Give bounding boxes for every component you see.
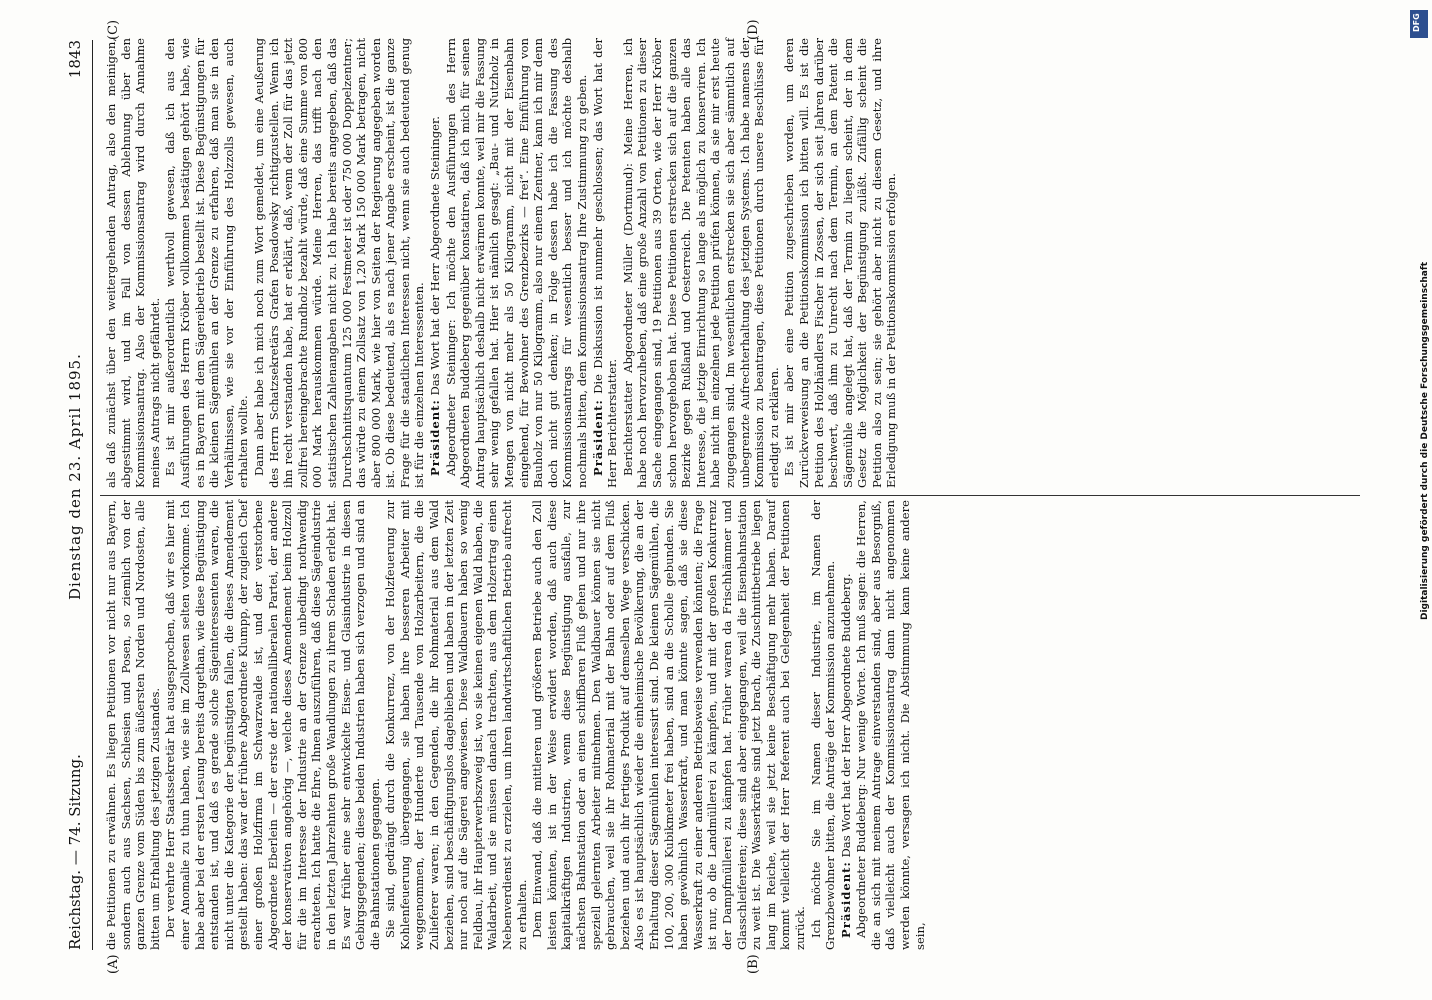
margin-marker-d: (D) [746,19,761,40]
header-session: Reichstag. — 74. Sitzung. [66,754,84,950]
speaker-paragraph [854,500,927,950]
speaker-paragraph [621,38,782,488]
paragraph: Es ist mir außerordentlich werthvoll gewesen, daß ich aus den Ausführungen des Herrn Kröber vollkommen bestätigen gehört habe, wie es in Bayern mit dem Sägereibetrieb bestellt ist. Diese Begünstigungen für die kleinen Sägemühlen an der Grenze zu erfahren, daß man sie in den Verhältnissen, wie sie vor der Einführung des Holzzolls gewesen, auch erhalten wollte. [163,38,251,488]
paragraph: Dem Einwand, daß die mittleren und größeren Betriebe auch den Zoll leisten könnten, ist in der Weise erwidert worden, daß auch diese kapitalkräftigen Industrien, wenn diese Begünstigung ausfalle, zur nächsten Bahnstation oder an einen schiffbaren Fluß gehen und nur ihre speziell gelernten Arbeiter mitnehmen. Den Waldbauer können sie nicht gebrauchen, weil sie ihr Rohmaterial mit der Bahn oder auf dem Fluß beziehen und auch ihr fertiges Produkt auf demselben Wege verschicken. Also es ist hauptsächlich wieder die einheimische Bevölkerung, die an der Erhaltung dieser Sägemühlen interessirt sind. Die kleinen Sägemühlen, die 100, 200, 300 Kubikmeter frei haben, sind an die Scholle gebunden. Sie haben gewöhnlich Wasserkraft, und man könnte sagen, daß sie diese Wasserkraft zu einer anderen Betriebsweise verwenden könnten; die Frage ist nur, ob die Landmüllerei zu kämpfen, und mit der großen Konkurrenz der Dampfmüllerei zu kämpfen hat. Früher waren da Frischhämmer und Glasschleifereien; diese sind aber eingegangen, weil die Eisenbahnstation zu weit ist. Die Wasserkräfte sind jetzt brach, die Zuschnittbetriebe liegen lang im Reiche, weil sie jetzt keine Beschäftigung mehr haben. Darauf kommt vielleicht der Herr Referent auch bei Gelegenheit der Petitionen zurück. [530,500,807,950]
speaker-paragraph [839,500,854,950]
margin-marker-c: (C) [106,19,121,40]
header-date: Dienstag den 23. April 1895. [66,353,84,600]
speaker-paragraph [591,38,620,488]
speech-text: Die Diskussion ist nunmehr geschlossen; das Wort hat der Herr Berichterstatter. [590,38,620,488]
paragraph: Dann aber habe ich mich noch zum Wort gemeldet, um eine Aeußerung des Herrn Schatzsekretärs Grafen Posadowsky richtigzustellen. Wenn ich ihn recht verstanden habe, hat er erklärt, daß, wenn der Zoll für das jetzt zollfrei hereingebrachte Rundholz bezahlt würde, daß eine Summe von 800 000 Mark herauskommen würde. Meine Herren, das trifft nach den statistischen Zahlenangaben nicht zu. Ich habe bereits angegeben, daß das Durchschnittsquantum 125 000 Festmeter ist oder 750 000 Doppelzentner; das würde zu einem Zollsatz von 1,20 Mark 150 000 Mark betragen, nicht aber 800 000 Mark, wie hier von Seiten der Regierung angegeben worden ist. Ob diese bedeutend, als es nach jener Angabe erscheint, ist die ganze Frage für die staatlichen Interessen nicht, wenn sie auch bedeutend genug ist für die einzelnen Interessenten. [251,38,427,488]
rotated-page [56,20,1376,980]
speech-text: Berichterstatter Abgeordneter Müller (Dortmund): Meine Herren, ich habe noch hervorzuheben, daß eine große Anzahl von Petitionen zu dieser Sache eingegangen sind, 19 Petitionen aus 39 Orten, wie der Herr Kröber schon hervorgehoben hat. Diese Petitionen erstrecken sich auf die ganzen Bezirke gegen Rußland und Oesterreich. Die Petenten haben alle das Interesse, die jetzige Einrichtung so lange als möglich zu konserviren. Ich habe nicht im einzelnen jede Petition prüfen können, da sie mir erst heute zugegangen sind. Im wesentlichen erstrecken sie sich aber sämmtlich auf unbegrenzte Aufrechterhaltung des jetzigen Systems. Ich habe namens der Kommission zu beantragen, diese Petitionen durch unsere Beschlüsse für erledigt zu erklären. [620,38,781,488]
speaker-paragraph [444,38,590,488]
paragraph: Es ist mir aber eine Petition zugeschrieben worden, um deren Zurückverweisung an die Petitionskommission ich bitten will. Es ist die Petition des Holzhändlers Fischer in Zossen, der sich seit Jahren darüber beschwert, daß ihm zu Unrecht nach dem Termin, an dem Patent die Sägemühle angelegt hat, daß der Termin zu liegen scheint, der in dem Gesetz die Möglichkeit der Begünstigung zuläßt. Zufällig scheint die Petition also zu sein; sie gehört aber nicht zu diesem Gesetz, und ihre Erledigung muß in der Petitionskommission erfolgen. [782,38,899,488]
speech-text: Abgeordneter Steininger: Ich möchte den Ausführungen des Herrn Abgeordneten Buddeberg gegenüber konstatiren, daß ich mich für seinen Antrag hauptsächlich deshalb nicht erwärmen konnte, weil mir die Fassung sehr wenig gefallen hat. Hier ist nämlich gesagt: „Bau- und Nutzholz in Mengen von nicht mehr als 50 Kilogramm, nicht mit der Eisenbahn eingehend, für Bewohner des Grenzbezirks — frei“. Eine Einführung von Bauholz von nur 50 Kilogramm, also nur einem Zentner, kann ich mir denn doch nicht gut denken; in Folge dessen habe ich die Fassung des Kommissionsantrags für wesentlich besser und ich möchte deshalb nochmals bitten, dem Kommissionsantrag Ihre Zustimmung zu geben. [443,38,589,488]
left-column [104,500,928,950]
margin-marker-a: (A) [106,954,121,974]
margin-marker-b: (B) [746,954,761,974]
speaker-paragraph [428,38,443,488]
speaker-label: Präsident: [838,861,853,938]
page-header [56,20,96,980]
speech-text: Abgeordneter Buddeberg: Nur wenige Worte. Ich muß sagen: die Herren, die an sich mit meinem Antrage einverstanden sind, aber aus Besorgniß, daß vielleicht auch der Kommissionsantrag dann nicht angenommen werden könnte, versagen ich nicht. Die Abstimmung kann keine andere sein, [854,500,927,950]
page-number: 1843 [66,40,84,79]
column-divider [100,495,1360,496]
right-column [104,38,900,488]
paragraph: als daß zunächst über den weitergehenden Antrag, also den meinigen, abgestimmt wird, und im Fall von dessen Ablehnung über den Kommissionsantrag. Also der Kommissionsantrag wird durch Annahme meines Antrags nicht gefährdet. [104,38,162,488]
paragraph: Sie sind, gedrängt durch die Konkurrenz, von der Holzfeuerung zur Kohlenfeuerung übergegangen, sie haben ihre besseren Arbeiter mit weggenommen, der Hunderte und Tausende von Holzarbeitern, die die Zulieferer waren; in den Gegenden, die ihr Rohmaterial aus dem Wald beziehen, sind beschäftigungslos dageblieben und haben in der letzten Zeit nur noch auf die Sägerei angewiesen. Diese Waldbauern haben so wenig Feldbau, ihr Haupterwerbszweig ist, wo sie keinen eigenen Wald haben, die Waldarbeit, und sie müssen danach trachten, aus dem Holzertrag einen Nebenverdienst zu erzielen, um ihren landwirtschaftlichen Betrieb aufrecht zu erhalten. [383,500,529,950]
dfg-watermark [1404,20,1430,980]
paragraph: Der verehrte Herr Staatssekretär hat ausgesprochen, daß wir es hier mit einer Anomalie zu thun haben, wie sie im Zollwesen selten vorkomme. Ich habe aber bei der ersten Lesung bereits dargethan, wie diese Begünstigung entstanden ist, und daß es gerade solche Sägeinteressenten waren, die nicht unter die Kategorie der begünstigten fallen, die dieses Amendement gestellt haben: das war der frühere Abgeordnete Klumpp, der zugleich Chef einer großen Holzfirma im Schwarzwalde ist, und der verstorbene Abgeordnete Eberlein — der erste der nationalliberalen Partei, der andere der konservativen angehörig —, welche dieses Amendement beim Holzzoll für die im Interesse der Industrie an der Grenze unbedingt nothwendig erachteten. Ich hatte die Ehre, Ihnen auszuführen, daß diese Sägeindustrie in den letzten Jahrzehnten große Wandlungen zu ihrem Schaden erlebt hat. Es war früher eine sehr entwickelte Eisen- und Glasindustrie in diesen Gebirgsgegenden; diese beiden Industrien haben sich verzogen und sind an die Bahnstationen gegangen. [163,500,382,950]
paragraph: Ich möchte Sie im Namen dieser Industrie, im Namen der Grenzbewohner bitten, die Anträge der Kommission anzunehmen. [808,500,838,950]
speaker-label: Präsident: [428,399,443,476]
speech-text: Das Wort hat der Herr Abgeordnete Buddeberg. [838,573,853,858]
dfg-logo [1410,10,1428,38]
speaker-label: Präsident: [590,399,605,476]
logo-text: DFG [1412,13,1421,32]
speech-text: Das Wort hat der Herr Abgeordnete Steininger. [428,116,443,396]
paragraph: die Petitionen zu erwähnen. Es liegen Petitionen vor nicht nur aus Bayern, sondern auch aus Sachsen, Schlesien und Posen, so ziemlich von der ganzen Grenze vom Süden bis zum äußersten Norden und Nordosten, alle bitten um Erhaltung des jetzigen Zustandes. [104,500,162,950]
header-rule [92,40,93,950]
watermark-text: Digitalisierung gefördert durch die Deutsche Forschungsgemeinschaft [1420,261,1430,620]
